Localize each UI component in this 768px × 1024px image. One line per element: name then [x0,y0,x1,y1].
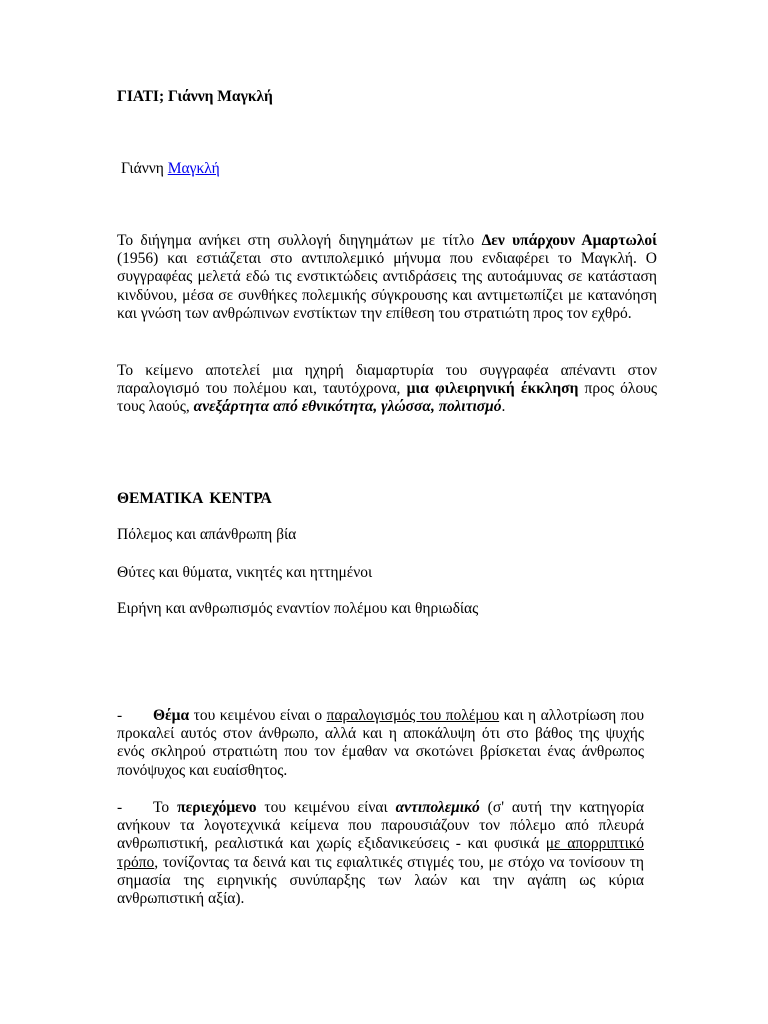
second-paragraph [117,362,657,417]
second-bold-italic-phrase: ανεξάρτητα από εθνικότητα, γλώσσα, πολιτισμό [193,398,502,416]
bullet-theme [117,707,644,780]
bullet1-bold: Θέμα [153,707,190,724]
bullet2-bold-italic: αντιπολεμικό [395,799,480,816]
bullet2-text-2: (σ' αυτή την κατηγορία ανήκουν τα λογοτεχνικά κείμενα που παρουσιάζουν τον πόλεμο από πλευρά ανθρωπιστική, ρεαλιστικά και χωρίς εξιδανικεύσεις - και φυσικά [117,799,644,853]
intro-paragraph [117,232,657,323]
theme-item: Θύτες και θύματα, νικητές και ηττημένοι [117,564,373,581]
bullet-content [117,799,644,908]
second-text-1: Το κείμενο αποτελεί μια ηχηρή διαμαρτυρία του συγγραφέα απέναντι στον παραλογισμό του πολέμου και, ταυτόχρονα, [117,362,657,398]
author-link[interactable]: Μαγκλή [167,160,220,177]
themes-heading: ΘΕΜΑΤΙΚΑ ΚΕΝΤΡΑ [117,490,272,507]
bullet2-text-3: , τονίζοντας τα δεινά και τις εφιαλτικές στιγμές του, με στόχο να τονίσουν τη σημασία της ειρηνικής συνύπαρξης των λαών και την αγάπη ως κύρια ανθρωπιστική αξία). [117,853,644,908]
theme-item: Ειρήνη και ανθρωπισμός εναντίον πολέμου και θηριωδίας [117,600,479,617]
author-prefix: Γιάννη [121,160,168,177]
bullet2-underline: με απορριπτικό τρόπο [117,835,644,871]
theme-item: Πόλεμος και απάνθρωπη βία [117,526,297,543]
author-line [121,160,220,178]
bullet1-text-2: και η αλλοτρίωση που προκαλεί αυτός στον άνθρωπο, αλλά και η αποκάλυψη ότι στο βάθος της ψυχής ενός σκληρού στρατιώτη που τον έμαθαν να σκοτώνει βρίσκεται ένας άνθρωπος πονόψυχος και ευαίσθητος. [117,707,644,779]
intro-text-1: Το διήγημα ανήκει στη συλλογή διηγημάτων με τίτλο [117,232,482,249]
bullet2-text-1: του κειμένου είναι [256,799,396,816]
document-title: ΓΙΑΤΙ; Γιάννη Μαγκλή [117,88,273,105]
second-bold-phrase: μια φιλειρηνική έκκληση [406,380,579,398]
bullet1-text-1: του κειμένου είναι ο [189,707,327,724]
second-text-2: προς όλους τους λαούς, [117,380,658,416]
bullet1-underline: παραλογισμός του πολέμου [326,707,500,724]
bullet2-bold: περιεχόμενο [177,799,257,816]
intro-text-2: (1956) και εστιάζεται στο αντιπολεμικό μήνυμα που ενδιαφέρει το Μαγκλή. Ο συγγραφέας μελετά εδώ τις ενστικτώδεις αντιδράσεις της αυτοάμυνας σε κατάσταση κινδύνου, μέσα σε συνθήκες πολεμικής σύγκρουσης και αντιμετωπίζει με κατανόηση και γνώση των ανθρώπινων ενστίκτων την επίθεση του στρατιώτη προς τον εχθρό. [117,250,657,322]
bullet-dash: - [117,799,123,816]
second-text-3: . [501,398,506,416]
bullet2-text-0: Το [153,799,178,816]
collection-title: Δεν υπάρχουν Αμαρτωλοί [481,232,657,249]
bullet-dash: - [117,707,123,724]
